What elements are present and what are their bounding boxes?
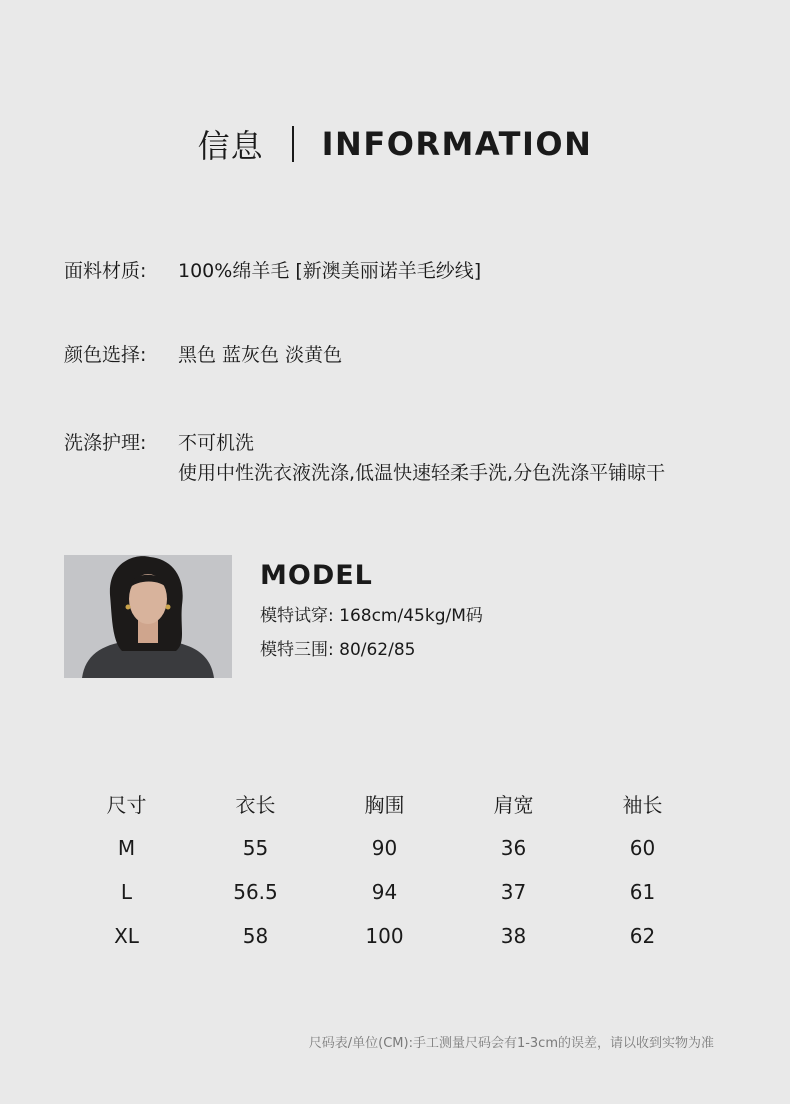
header-divider xyxy=(292,126,294,162)
header-sleeve: 袖长 xyxy=(622,792,663,817)
color-row xyxy=(64,340,342,370)
header-cn: 信息 xyxy=(197,127,264,165)
table-cell: 38 xyxy=(500,924,527,948)
size-footnote: 尺码表/单位(CM):手工测量尺码会有1-3cm的误差，请以收到实物为准 xyxy=(308,1036,714,1051)
care-line-1: 不可机洗 xyxy=(178,432,255,454)
table-cell: 37 xyxy=(500,880,527,904)
table-cell: 62 xyxy=(629,924,656,948)
table-row xyxy=(62,826,707,870)
table-cell: 94 xyxy=(371,880,398,904)
model-fit: 模特试穿: 168cm/45kg/M码 xyxy=(260,606,483,626)
table-cell: XL xyxy=(114,924,139,948)
table-cell: 100 xyxy=(365,924,404,948)
table-cell: 61 xyxy=(629,880,656,904)
header-length: 衣长 xyxy=(235,792,276,817)
table-cell: M xyxy=(117,836,136,860)
section-header xyxy=(0,118,790,170)
model-figure-image xyxy=(64,555,232,678)
table-cell: L xyxy=(120,880,133,904)
table-cell: 56.5 xyxy=(233,880,278,904)
header-shoulder: 肩宽 xyxy=(493,792,534,817)
size-table-header-row xyxy=(62,780,707,826)
color-value: 黑色 蓝灰色 淡黄色 xyxy=(178,344,343,366)
model-title: MODEL xyxy=(260,560,373,591)
fabric-row xyxy=(64,256,481,286)
model-measurements: 模特三围: 80/62/85 xyxy=(260,640,416,660)
care-row xyxy=(64,428,665,488)
table-cell: 90 xyxy=(371,836,398,860)
table-cell: 60 xyxy=(629,836,656,860)
care-label: 洗涤护理: xyxy=(64,432,147,454)
header-chest: 胸围 xyxy=(364,792,405,817)
color-label: 颜色选择: xyxy=(64,344,147,366)
table-cell: 55 xyxy=(242,836,269,860)
size-table xyxy=(62,780,707,958)
care-line-2: 使用中性洗衣液洗涤,低温快速轻柔手洗,分色洗涤平铺晾干 xyxy=(178,462,666,484)
header-size: 尺寸 xyxy=(106,792,147,817)
table-row xyxy=(62,914,707,958)
fabric-value: 100%绵羊毛 [新澳美丽诺羊毛纱线] xyxy=(178,260,482,282)
model-photo xyxy=(64,555,232,678)
table-row xyxy=(62,870,707,914)
model-info xyxy=(260,560,483,667)
table-cell: 36 xyxy=(500,836,527,860)
table-cell: 58 xyxy=(242,924,269,948)
fabric-label: 面料材质: xyxy=(64,260,147,282)
header-en: INFORMATION xyxy=(321,125,593,163)
